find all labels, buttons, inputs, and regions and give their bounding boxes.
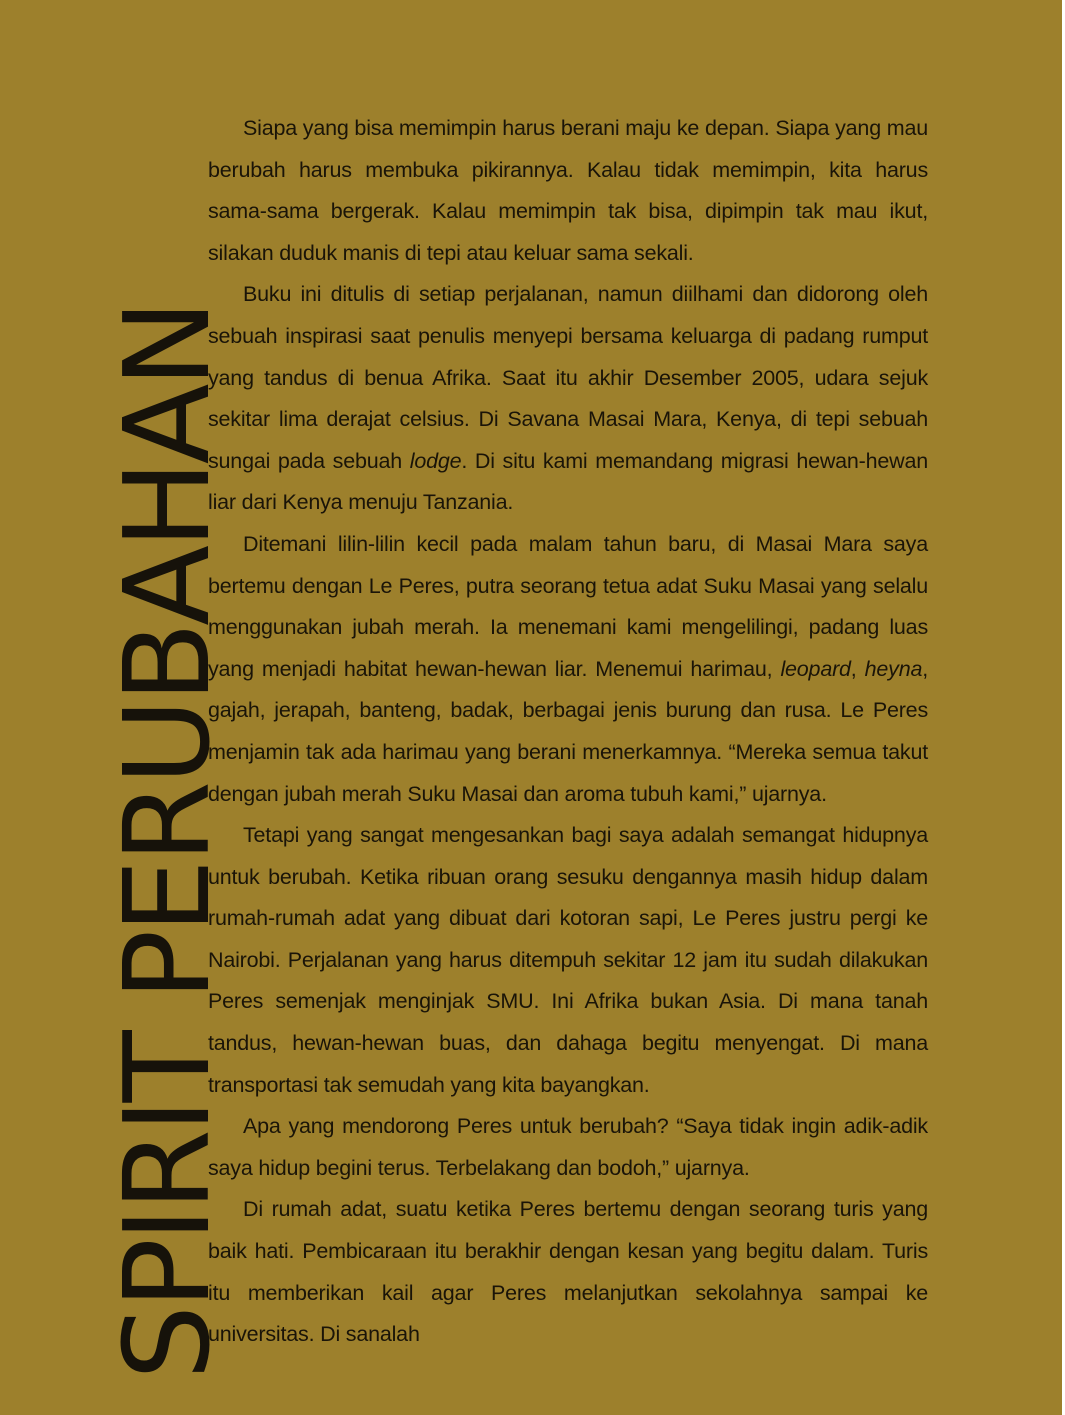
italic-term-heyna: heyna: [864, 656, 923, 681]
italic-term-lodge: lodge: [409, 448, 462, 473]
vertical-title: SPIRIT PERUBAHAN: [98, 303, 236, 1380]
italic-term-leopard: leopard: [780, 656, 851, 681]
body-text: [208, 108, 928, 1356]
paragraph-6: Di rumah adat, suatu ketika Peres bertemu dengan seorang turis yang baik hati. Pembicaraan itu berakhir dengan kesan yang begitu dalam. Turis itu memberikan kail agar Peres melanjutkan sekolahnya sampai ke universitas. Di sanalah: [208, 1197, 928, 1347]
paragraph-3-part-2: ,: [850, 656, 865, 681]
paragraph-2: [208, 274, 928, 524]
paragraph-3-part-3: , gajah, jerapah, banteng, badak, berbagai jenis burung dan rusa. Le Peres menjamin tak ada harimau yang berani menerkamnya. “Mereka semua takut dengan jubah merah Suku Masai dan aroma tubuh kami,” ujarnya.: [208, 656, 929, 806]
paragraph-5: Apa yang mendorong Peres untuk berubah? “Saya tidak ingin adik-adik saya hidup begini terus. Terbelakang dan bodoh,” ujarnya.: [208, 1114, 928, 1180]
paragraph-3-part-1: Ditemani lilin-lilin kecil pada malam tahun baru, di Masai Mara saya bertemu dengan Le Peres, putra seorang tetua adat Suku Masai yang selalu menggunakan jubah merah. Ia menemani kami mengelilingi, padang luas yang menjadi habitat hewan-hewan liar. Menemui harimau,: [208, 531, 928, 681]
paragraph-3: [208, 524, 928, 815]
paragraph-2-part-2: . Di situ kami memandang migrasi hewan-hewan liar dari Kenya menuju Tanzania.: [208, 448, 928, 515]
paragraph-4: Tetapi yang sangat mengesankan bagi saya adalah semangat hidupnya untuk berubah. Ketika ribuan orang sesuku dengannya masih hidup dalam rumah-rumah adat yang dibuat dari kotoran sapi, Le Peres justru pergi ke Nairobi. Perjalanan yang harus ditempuh sekitar 12 jam itu sudah dilakukan Peres semenjak menginjak SMU. Ini Afrika bukan Asia. Di mana tanah tandus, hewan-hewan buas, dan dahaga begitu menyengat. Di mana transportasi tak semudah yang kita bayangkan.: [208, 823, 928, 1097]
paragraph-2-part-1: Buku ini ditulis di setiap perjalanan, namun diilhami dan didorong oleh sebuah inspirasi saat penulis menyepi bersama keluarga di padang rumput yang tandus di benua Afrika. Saat itu akhir Desember 2005, udara sejuk sekitar lima derajat celsius. Di Savana Masai Mara, Kenya, di tepi sebuah sungai pada sebuah: [208, 282, 928, 473]
paragraph-1: Siapa yang bisa memimpin harus berani maju ke depan. Siapa yang mau berubah harus membuka pikirannya. Kalau tidak memimpin, kita harus sama-sama bergerak. Kalau memimpin tak bisa, dipimpin tak mau ikut, silakan duduk manis di tepi atau keluar sama sekali.: [208, 116, 928, 265]
